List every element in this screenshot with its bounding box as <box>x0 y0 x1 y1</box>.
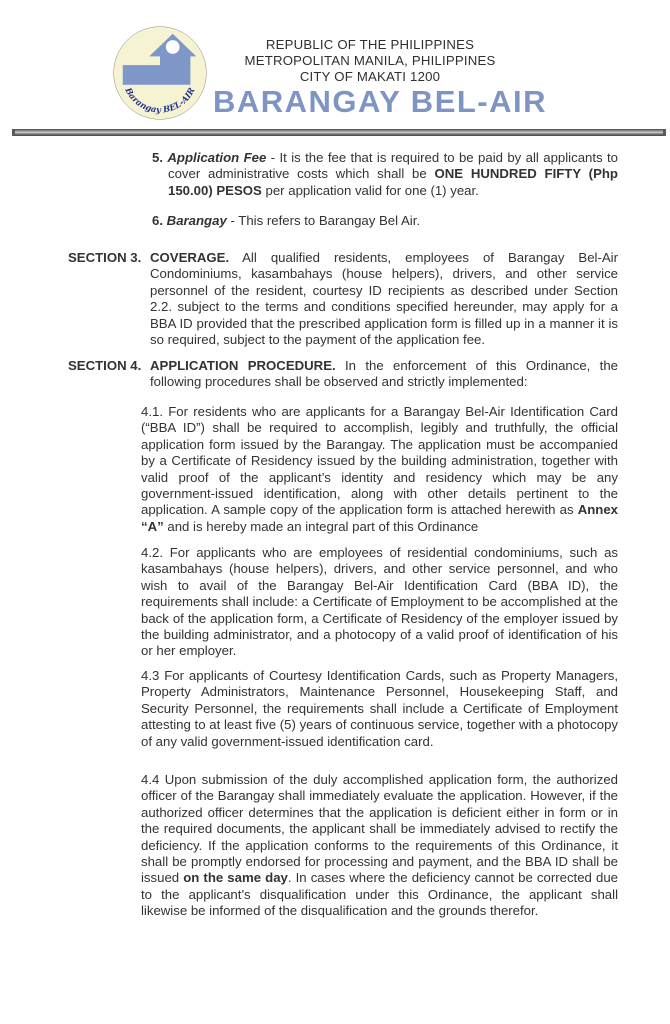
page-title: BARANGAY BEL-AIR <box>212 84 548 119</box>
procedure-4-4-text-end: . In cases where the deficiency cannot be corrected due to the applicant’s disqualification under this Ordinance, the applicant shall likewise be informed of the disqualification and the grounds therefor. <box>141 870 618 919</box>
procedure-4-2-text: 4.2. For applicants who are employees of residential condominiums, such as kasambahays (house helpers), drivers, and other service personnel, and who wish to avail of the Barangay Bel-Air Identification Card (BBA ID), the requirements shall include: a Certificate of Employment to be accomplished at the back of the application form, a Certificate of Residency of the employer issued by the building administrator, and a photocopy of a valid proof of identification of his or her employer. <box>141 545 618 659</box>
item-5-text: - It is the fee that is required to be paid by all applicants to cover administrative costs which shall be <box>168 150 619 182</box>
section-3-body <box>150 250 618 348</box>
logo-sun-icon <box>166 40 180 54</box>
procedure-paragraph-4-4 <box>141 772 618 920</box>
item-5-term: Application Fee <box>167 150 267 165</box>
procedure-4-3-text: 4.3 For applicants of Courtesy Identification Cards, such as Property Managers, Property Administrators, Maintenance Personnel, Housekeeping Staff, and Security Personnel, the requirements shall include a Certificate of Employment attesting to at least five (5) years of continuous service, together with a photocopy of any valid government-issued identification card. <box>141 668 618 749</box>
item-5-number: 5. <box>152 150 163 165</box>
procedure-paragraph-4-2 <box>141 545 618 660</box>
procedure-4-4-text: 4.4 Upon submission of the duly accomplished application form, the authorized officer of the Barangay shall immediately evaluate the application. However, if the authorized officer determines that the application is deficient either in form or in the required documents, the applicant shall be immediately advised to rectify the deficiency. If the application conforms to the requirements of this Ordinance, it shall be promptly endorsed for processing and payment, and the BBA ID shall be issued <box>141 772 618 886</box>
section-4-label: SECTION 4. <box>68 358 142 373</box>
item-5-text-end: per application valid for one (1) year. <box>261 182 479 198</box>
section-3-text: All qualified residents, employees of Barangay Bel-Air Condominiums, kasambahays (house helpers), drivers, and other service personnel of the resident, courtesy ID recipients as described under Section 2.2. subject to the terms and conditions specified hereunder, may apply for a BBA ID provided that the prescribed application form is filled up in a manner it is so required, subject to the payment of the application fee. <box>150 250 618 348</box>
procedure-4-4-same-day: on the same day <box>183 870 288 886</box>
header-line-city-makati: CITY OF MAKATI 1200 <box>299 69 441 84</box>
procedure-4-1-annex-ref: Annex “A” <box>141 502 618 534</box>
procedure-4-1-text: 4.1. For residents who are applicants for a Barangay Bel-Air Identification Card (“BBA ID”) shall be required to accomplish, legibly and truthfully, the official application form issued by the Barangay. The application must be accompanied by a Certificate of Residency issued by the building administration, together with valid proof of the applicant’s identity and residency which may be any government-issued identification, along with other details pertinent to the application. A sample copy of the application form is attached herewith as <box>141 404 618 518</box>
procedure-paragraph-4-3 <box>141 668 618 750</box>
item-5-fee-amount: ONE HUNDRED FIFTY (Php 150.00) PESOS <box>168 166 618 198</box>
item-6-number: 6. <box>152 213 163 228</box>
logo-curved-text: Barangay BEL-AIR <box>123 85 197 115</box>
header-line-metro-manila: METROPOLITAN MANILA, PHILIPPINES <box>244 53 496 68</box>
item-6-text: - This refers to Barangay Bel Air. <box>226 213 421 228</box>
section-4-text: In the enforcement of this Ordinance, the following procedures shall be observed and strictly implemented: <box>150 358 619 390</box>
definition-item-6 <box>152 213 618 229</box>
procedure-4-1-text-end: and is hereby made an integral part of this Ordinance <box>163 518 479 534</box>
header-divider-rule <box>12 129 666 136</box>
barangay-bel-air-logo-icon <box>111 24 209 122</box>
procedure-paragraph-4-1 <box>141 404 618 535</box>
section-4-body <box>150 358 618 391</box>
header-line-republic: REPUBLIC OF THE PHILIPPINES <box>265 37 475 52</box>
item-6-term: Barangay <box>166 213 227 228</box>
section-4-heading: APPLICATION PROCEDURE. <box>150 358 336 373</box>
section-3-label: SECTION 3. <box>68 250 142 265</box>
section-3-heading: COVERAGE. <box>150 250 230 265</box>
definition-item-5 <box>152 150 618 199</box>
